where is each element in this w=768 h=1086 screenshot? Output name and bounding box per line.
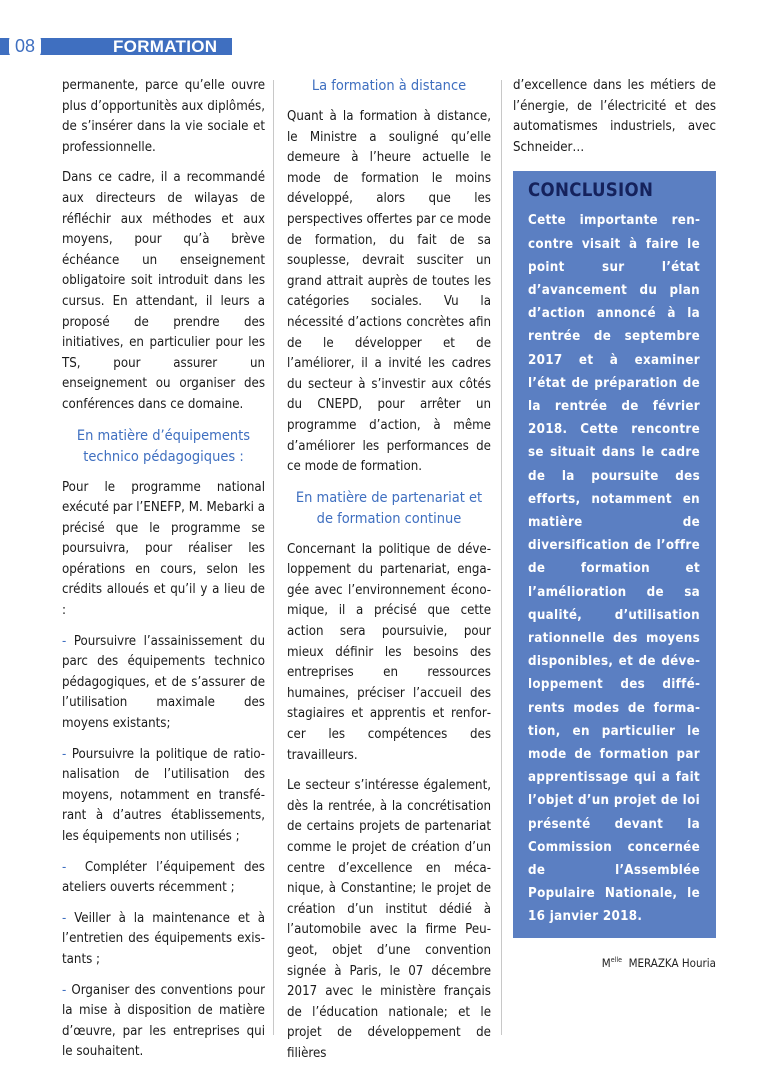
- bullet-item: [62, 981, 265, 1063]
- bullet-text: Poursuivre la politique de rationalisation de l’utilisation des moyens, notamment en transférant à d’autres établissements, les équipements non utilisés ;: [62, 746, 265, 844]
- author-byline: [513, 950, 716, 973]
- author-title: M: [601, 955, 611, 970]
- bullet-dash: -: [62, 633, 67, 649]
- paragraph: Pour le programme national exécuté par l’ENEFP, M. Mebarki a précisé que le programme se poursuivra, pour réaliser les opérations en cours, selon les crédits alloués et qu’il y a lieu de :: [62, 479, 265, 619]
- bullet-item: [62, 745, 265, 848]
- paragraph: permanente, parce qu’elle ouvre plus d’opportunitès aux diplômés, de s’insérer dans la vie sociale et professionnelle.: [62, 78, 265, 155]
- bullet-dash: -: [62, 859, 67, 875]
- page-number: 08: [9, 35, 41, 57]
- paragraph: Concernant la politique de développement du partenariat, engagée avec l’environnement économique, il a précisé que cette action sera poursuivie, pour mieux définir les besoins des entreprises en ressources humaines, préciser l’accueil des stagiaires et apprentis et renforcer les compétences des travailleurs.: [287, 541, 491, 763]
- bullet-text: Veiller à la maintenance et à l’entretien des équipements existants ;: [62, 910, 265, 967]
- bullet-dash: -: [62, 746, 67, 762]
- bullet-text: Poursuivre l’assainissement du parc des équipements technico pédagogiques, et de s’assurer de l’utilisation maximale des moyens existants;: [62, 633, 265, 732]
- conclusion-title: CONCLUSION: [528, 180, 654, 202]
- author-name: MERAZKA Houria: [628, 955, 716, 970]
- column-2: [287, 76, 491, 1075]
- paragraph: d’excellence dans les métiers de l’énergie, de l’électricité et des automatismes industriels, avec Schneider…: [513, 78, 716, 155]
- subheading: En matière de partenariat et de formation continue: [295, 489, 483, 527]
- column-3: [513, 76, 716, 973]
- column-divider: [501, 80, 502, 1035]
- subheading: En matière d’équipements technico pédagogiques :: [76, 427, 251, 465]
- conclusion-box: [513, 171, 716, 937]
- bullet-dash: -: [62, 910, 67, 926]
- subheading: La formation à distance: [311, 78, 467, 94]
- bullet-item: [62, 632, 265, 735]
- conclusion-text: Cette importante rencontre visait à faire le point sur l’état d’avancement du plan d’action annoncé à la rentrée de septembre 2017 et à examiner l’état de préparation de la rentrée de février 2018. Cette rencontre se situait dans le cadre de la poursuite des efforts, notamment en matière de diversification de l’offre de formation et l’amélioration de sa qualité, d’utilisation rationnelle des moyens disponibles, et de développement des différents modes de formation, en particulier le mode de formation par apprentissage qui a fait l’objet d’un projet de loi présenté devant la Commission concernée de l’Assemblée Populaire Nationale, le 16 janvier 2018.: [528, 213, 700, 925]
- column-1: [62, 76, 265, 1073]
- paragraph: Dans ce cadre, il a recommandé aux directeurs de wilayas de réfléchir aux méthodes et aux moyens, pour qu’à brève échéance un enseignement obligatoire soit introduit dans les cursus. En attendant, il leurs a proposé de prendre des initiatives, en particulier pour les TS, pour assurer un enseignement ou organiser des conférences dans ce domaine.: [62, 170, 265, 412]
- bullet-text: Organiser des conventions pour la mise à disposition de matière d’œuvre, par les entreprises qui le souhaitent.: [62, 982, 265, 1060]
- author-title-sup: elle: [610, 955, 622, 964]
- bullet-item: [62, 909, 265, 971]
- paragraph: Le secteur s’intéresse également, dès la rentrée, à la concrétisation de certains projets de partenariat comme le projet de création d’un centre d’excellence en mécanique, à Constantine; le projet de création d’un institut dédié à l’automobile avec la firme Peugeot, objet d’une convention signée à Paris, le 07 décembre 2017 avec le ministère français de l’éducation nationale; et le projet de développement de filières: [287, 778, 491, 1061]
- section-title: FORMATION: [113, 37, 218, 56]
- column-divider: [273, 80, 274, 1035]
- bullet-dash: -: [62, 982, 67, 998]
- bullet-text: Compléter l’équipement des ateliers ouverts récemment ;: [62, 859, 265, 896]
- paragraph: Quant à la formation à distance, le Ministre a souligné qu’elle demeure à l’heure actuelle le mode de formation le moins développé, alors que les perspectives offertes par ce mode de formation, du fait de sa souplesse, devrait susciter un grand attrait auprès de toutes les catégories sociales. Vu la nécessité d’actions concrètes afin de le développer et de l’améliorer, il a invité les cadres du secteur à s’investir aux côtés du CNEPD, pour arrêter un programme d’action, à même d’améliorer les performances de ce mode de formation.: [287, 109, 491, 475]
- bullet-item: [62, 858, 265, 899]
